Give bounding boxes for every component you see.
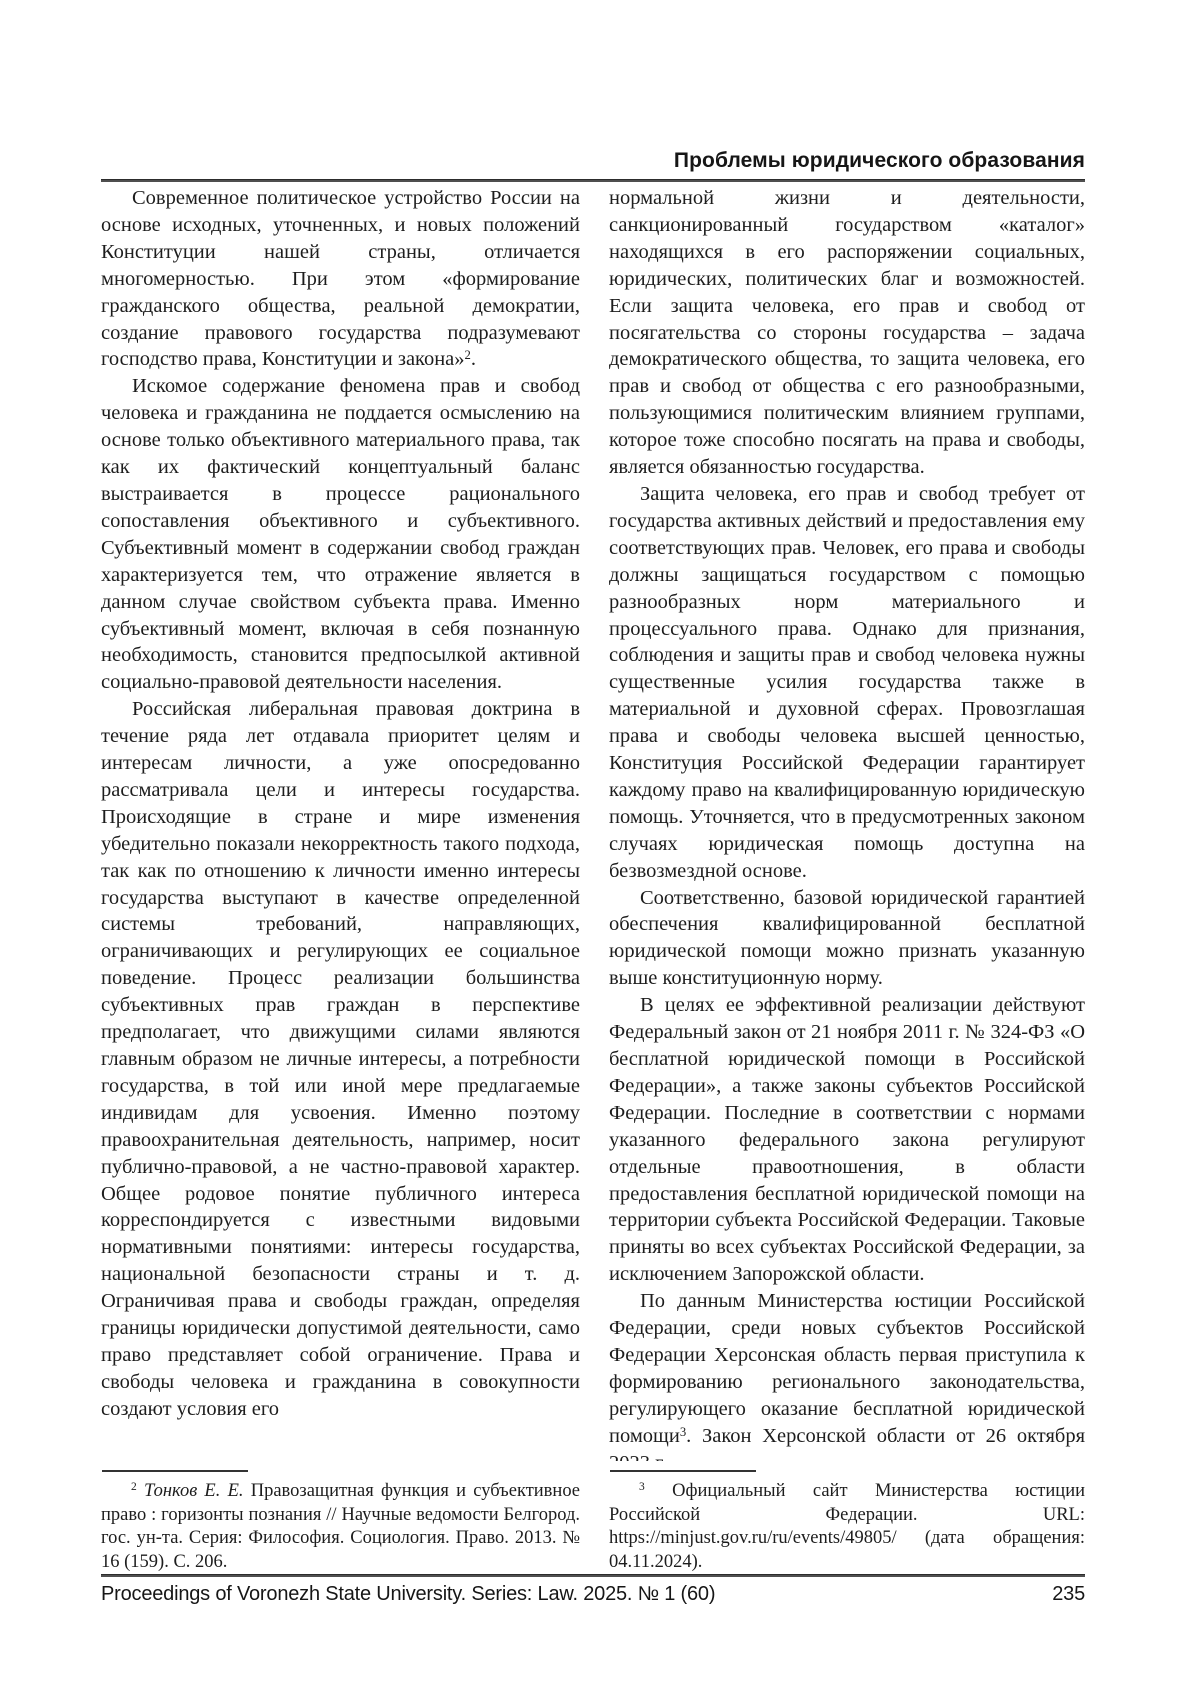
footer-rule xyxy=(101,1574,1085,1577)
column-left xyxy=(101,185,580,1574)
footnote-block-left xyxy=(101,1461,580,1574)
footnote-text: $^2$ Тонков Е. Е. Правозащитная функция и субъективное право : горизонты познания // Научные ведомости Белгород. гос. ун-та. Серия: Философия. Социология. Право. 2013. № 16 (159). С. 206. xyxy=(101,1481,580,1572)
running-head: Проблемы юридического образования xyxy=(673,149,1085,172)
body-paragraph: Современное политическое устройство России на основе исходных, уточненных, и новых положений Конституции нашей страны, отличается многомерностью. При этом «формирование гражданского общества, реальной демократии, создание правового государства подразумевают господство права, Конституции и закона»$^2$. xyxy=(101,187,580,371)
header-rule xyxy=(101,179,1085,182)
footnote-text: $^3$ Официальный сайт Министерства юстиции Российской Федерации. URL: https://minjust.gov.ru/ru/events/49805/ (дата обращения: 04.11.2024). xyxy=(609,1481,1085,1572)
body-paragraph: Соответственно, базовой юридической гарантией обеспечения квалифицированной бесплатной юридической помощи можно признать указанную выше конституционную норму. xyxy=(609,886,1085,990)
body-paragraph: Искомое содержание феномена прав и свобод человека и гражданина не поддается осмыслению на основе только объективного материального права, так как их фактический концептуальный баланс выстраивается в процессе рационального сопоставления объективного и субъективного. Субъективный момент в содержании свобод граждан характеризуется тем, что отражение является в данном случае свойством субъекта права. Именно субъективный момент, включая в себя познанную необходимость, становится предпосылкой активной социально-правовой деятельности населения. xyxy=(101,375,580,694)
author-name: Тонков Е. Е. xyxy=(143,1481,244,1502)
page-footer xyxy=(101,1583,1085,1606)
body-paragraph: По данным Министерства юстиции Российской Федерации, среди новых субъектов Российской Федерации Херсонская область первая приступила к формированию регионального законодательства, регулирующего оказание бесплатной юридической помощи$^3$. Закон Херсонской области от 26 октября xyxy=(609,1290,1085,1447)
text-columns xyxy=(101,185,1085,1574)
column-right xyxy=(609,185,1085,1574)
body-paragraph: Российская либеральная правовая доктрина в течение ряда лет отдавала приоритет целям и интересам личности, а уже опосредованно рассматривала цели и интересы государства. Происходящие в стране и мире изменения убедительно показали некорректность такого подхода, так как по отношению к личности именно интересы государства выступают в качестве определенной системы требований, направляющих, ограничивающих и регулирующих ее социальное поведение. Процесс реализации большинства субъективных прав граждан в перспективе предполагает, что движущими силами являются главным образом не личные интересы, а потребности государства, в той или иной мере предлагаемые индивидам для усвоения. Именно поэтому правоохранительная деятельность, например, носит публично-правовой, а не частно-правовой характер. Общее родовое понятие публичного интереса корреспондируется с известными видовыми нормативными понятиями: интересы государства, национальной безопасности страны и т. д. Ограничивая права и свободы граждан, определяя границы юридически допустимой деятельности, само право представляет собой ограничение. Права и свободы человека и гражданина в совокупности создают условия его xyxy=(101,698,580,1420)
column-right-body xyxy=(609,185,1085,1477)
journal-title: Proceedings of Voronezh State University. Series: Law. 2025. № 1 (60) xyxy=(101,1583,716,1605)
footnote-ref: 3 xyxy=(679,1424,687,1439)
footnote-marker: 3 xyxy=(639,1481,645,1494)
page-number: 235 xyxy=(1052,1583,1085,1605)
footnote-separator xyxy=(102,1470,248,1472)
body-paragraph: нормальной жизни и деятельности, санкционированный государством «каталог» находящихся в его распоряжении социальных, юридических, политических благ и возможностей. Если защита человека, его прав и свобод от посягательства со стороны государства – задача демократического общества, то защита человека, его прав и свобод от общества с его разнообразными, пользующимися политическим влиянием группами, которое тоже способно посягать на права и свободы, является обязанностью государства. xyxy=(609,187,1085,479)
body-paragraph: В целях ее эффективной реализации действуют Федеральный закон от 21 ноября 2011 г. № 324-ФЗ «О бесплатной юридической помощи в Российской Федерации», а также законы субъектов Российской Федерации. Последние в соответствии с нормами указанного федерального закона регулируют отдельные правоотношения, в области предоставления бесплатной юридической помощи на территории субъекта Российской Федерации. Таковые приняты во всех субъектах Российской Федерации, за исключением Запорожской области. xyxy=(609,994,1085,1286)
column-left-body xyxy=(101,185,580,1423)
footnote-separator xyxy=(610,1470,756,1472)
footnote-marker: 2 xyxy=(131,1481,137,1494)
footnote-ref: 2 xyxy=(464,348,471,363)
footnote-block-right xyxy=(609,1461,1085,1574)
body-paragraph: Защита человека, его прав и свобод требует от государства активных действий и предоставления ему соответствующих прав. Человек, его права и свободы должны защищаться государством с помощью разнообразных норм материального и процессуального права. Однако для признания, соблюдения и защиты прав и свобод человека нужны существенные усилия государства также в материальной и духовной сферах. Провозглашая права и свободы человека высшей ценностью, Конституция Российской Федерации гарантирует каждому право на квалифицированную юридическую помощь. Уточняется, что в предусмотренных законом случаях юридическая помощь доступна на безвозмездной основе. xyxy=(609,482,1085,882)
